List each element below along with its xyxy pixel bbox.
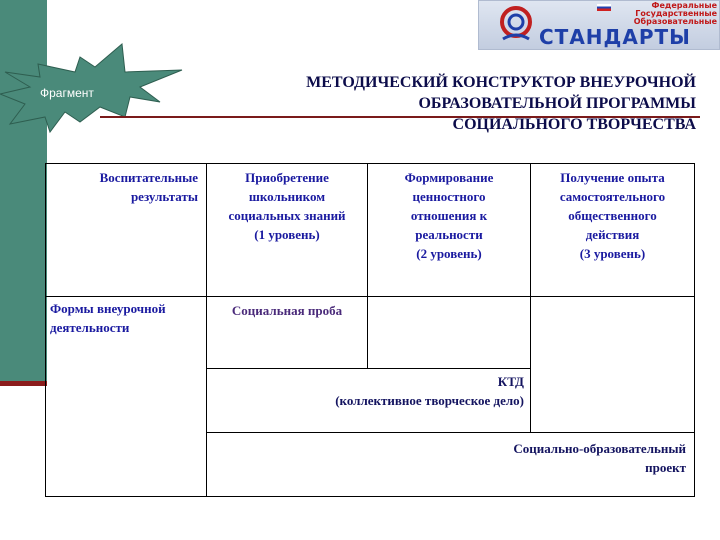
forms-header: Формы внеурочной деятельности — [50, 301, 166, 335]
header-text: самостоятельного — [559, 189, 666, 204]
header-text: отношения к — [410, 208, 488, 223]
header-text: общественного — [568, 208, 657, 223]
header-text: социальных знаний — [228, 208, 346, 223]
header-text: действия — [585, 227, 640, 242]
ktd-text: (коллективное творческое дело) — [335, 393, 524, 408]
level2-header — [367, 163, 531, 297]
ktd-cell — [206, 368, 531, 433]
logo-brand: СТАНДАРТЫ — [539, 25, 691, 49]
ktd-text: КТД — [497, 374, 524, 389]
header-text: реальности — [415, 227, 483, 242]
logo-text: Государственные — [635, 9, 717, 18]
standards-logo — [478, 0, 720, 50]
flag-icon — [597, 4, 611, 11]
row-header: Воспитательные результаты — [99, 170, 198, 204]
fragment-label: Фрагмент — [40, 86, 94, 100]
level3-header — [530, 163, 695, 297]
project-text: Социально-образовательный — [513, 441, 686, 456]
logo-text: Федеральные — [651, 1, 717, 10]
header-text: Получение опыта — [560, 170, 665, 185]
project-cell — [206, 432, 695, 497]
sidebar-accent — [0, 381, 47, 386]
social-trial-text: Социальная проба — [231, 303, 343, 318]
title-line: МЕТОДИЧЕСКИЙ КОНСТРУКТОР ВНЕУРОЧНОЙ — [306, 74, 696, 91]
social-trial-cell — [206, 296, 368, 369]
project-text: проект — [645, 460, 686, 475]
logo-text: Образовательные — [633, 17, 717, 26]
title-line: СОЦИАЛЬНОГО ТВОРЧЕСТВА — [452, 116, 696, 133]
header-text: ценностного — [412, 189, 486, 204]
header-text: школьником — [248, 189, 326, 204]
level1-header — [206, 163, 368, 297]
forms-header-cell — [45, 296, 207, 497]
row-header-cell — [45, 163, 207, 297]
header-text: (1 уровень) — [254, 227, 320, 242]
empty-cell — [367, 296, 531, 369]
title-line: ОБРАЗОВАТЕЛЬНОЙ ПРОГРАММЫ — [418, 95, 696, 112]
header-text: (3 уровень) — [579, 246, 646, 261]
logo-emblem-icon — [499, 5, 533, 43]
page-title — [176, 72, 696, 135]
header-text: Приобретение — [245, 170, 329, 185]
header-text: Формирование — [404, 170, 494, 185]
empty-cell — [530, 296, 695, 433]
header-text: (2 уровень) — [416, 246, 482, 261]
